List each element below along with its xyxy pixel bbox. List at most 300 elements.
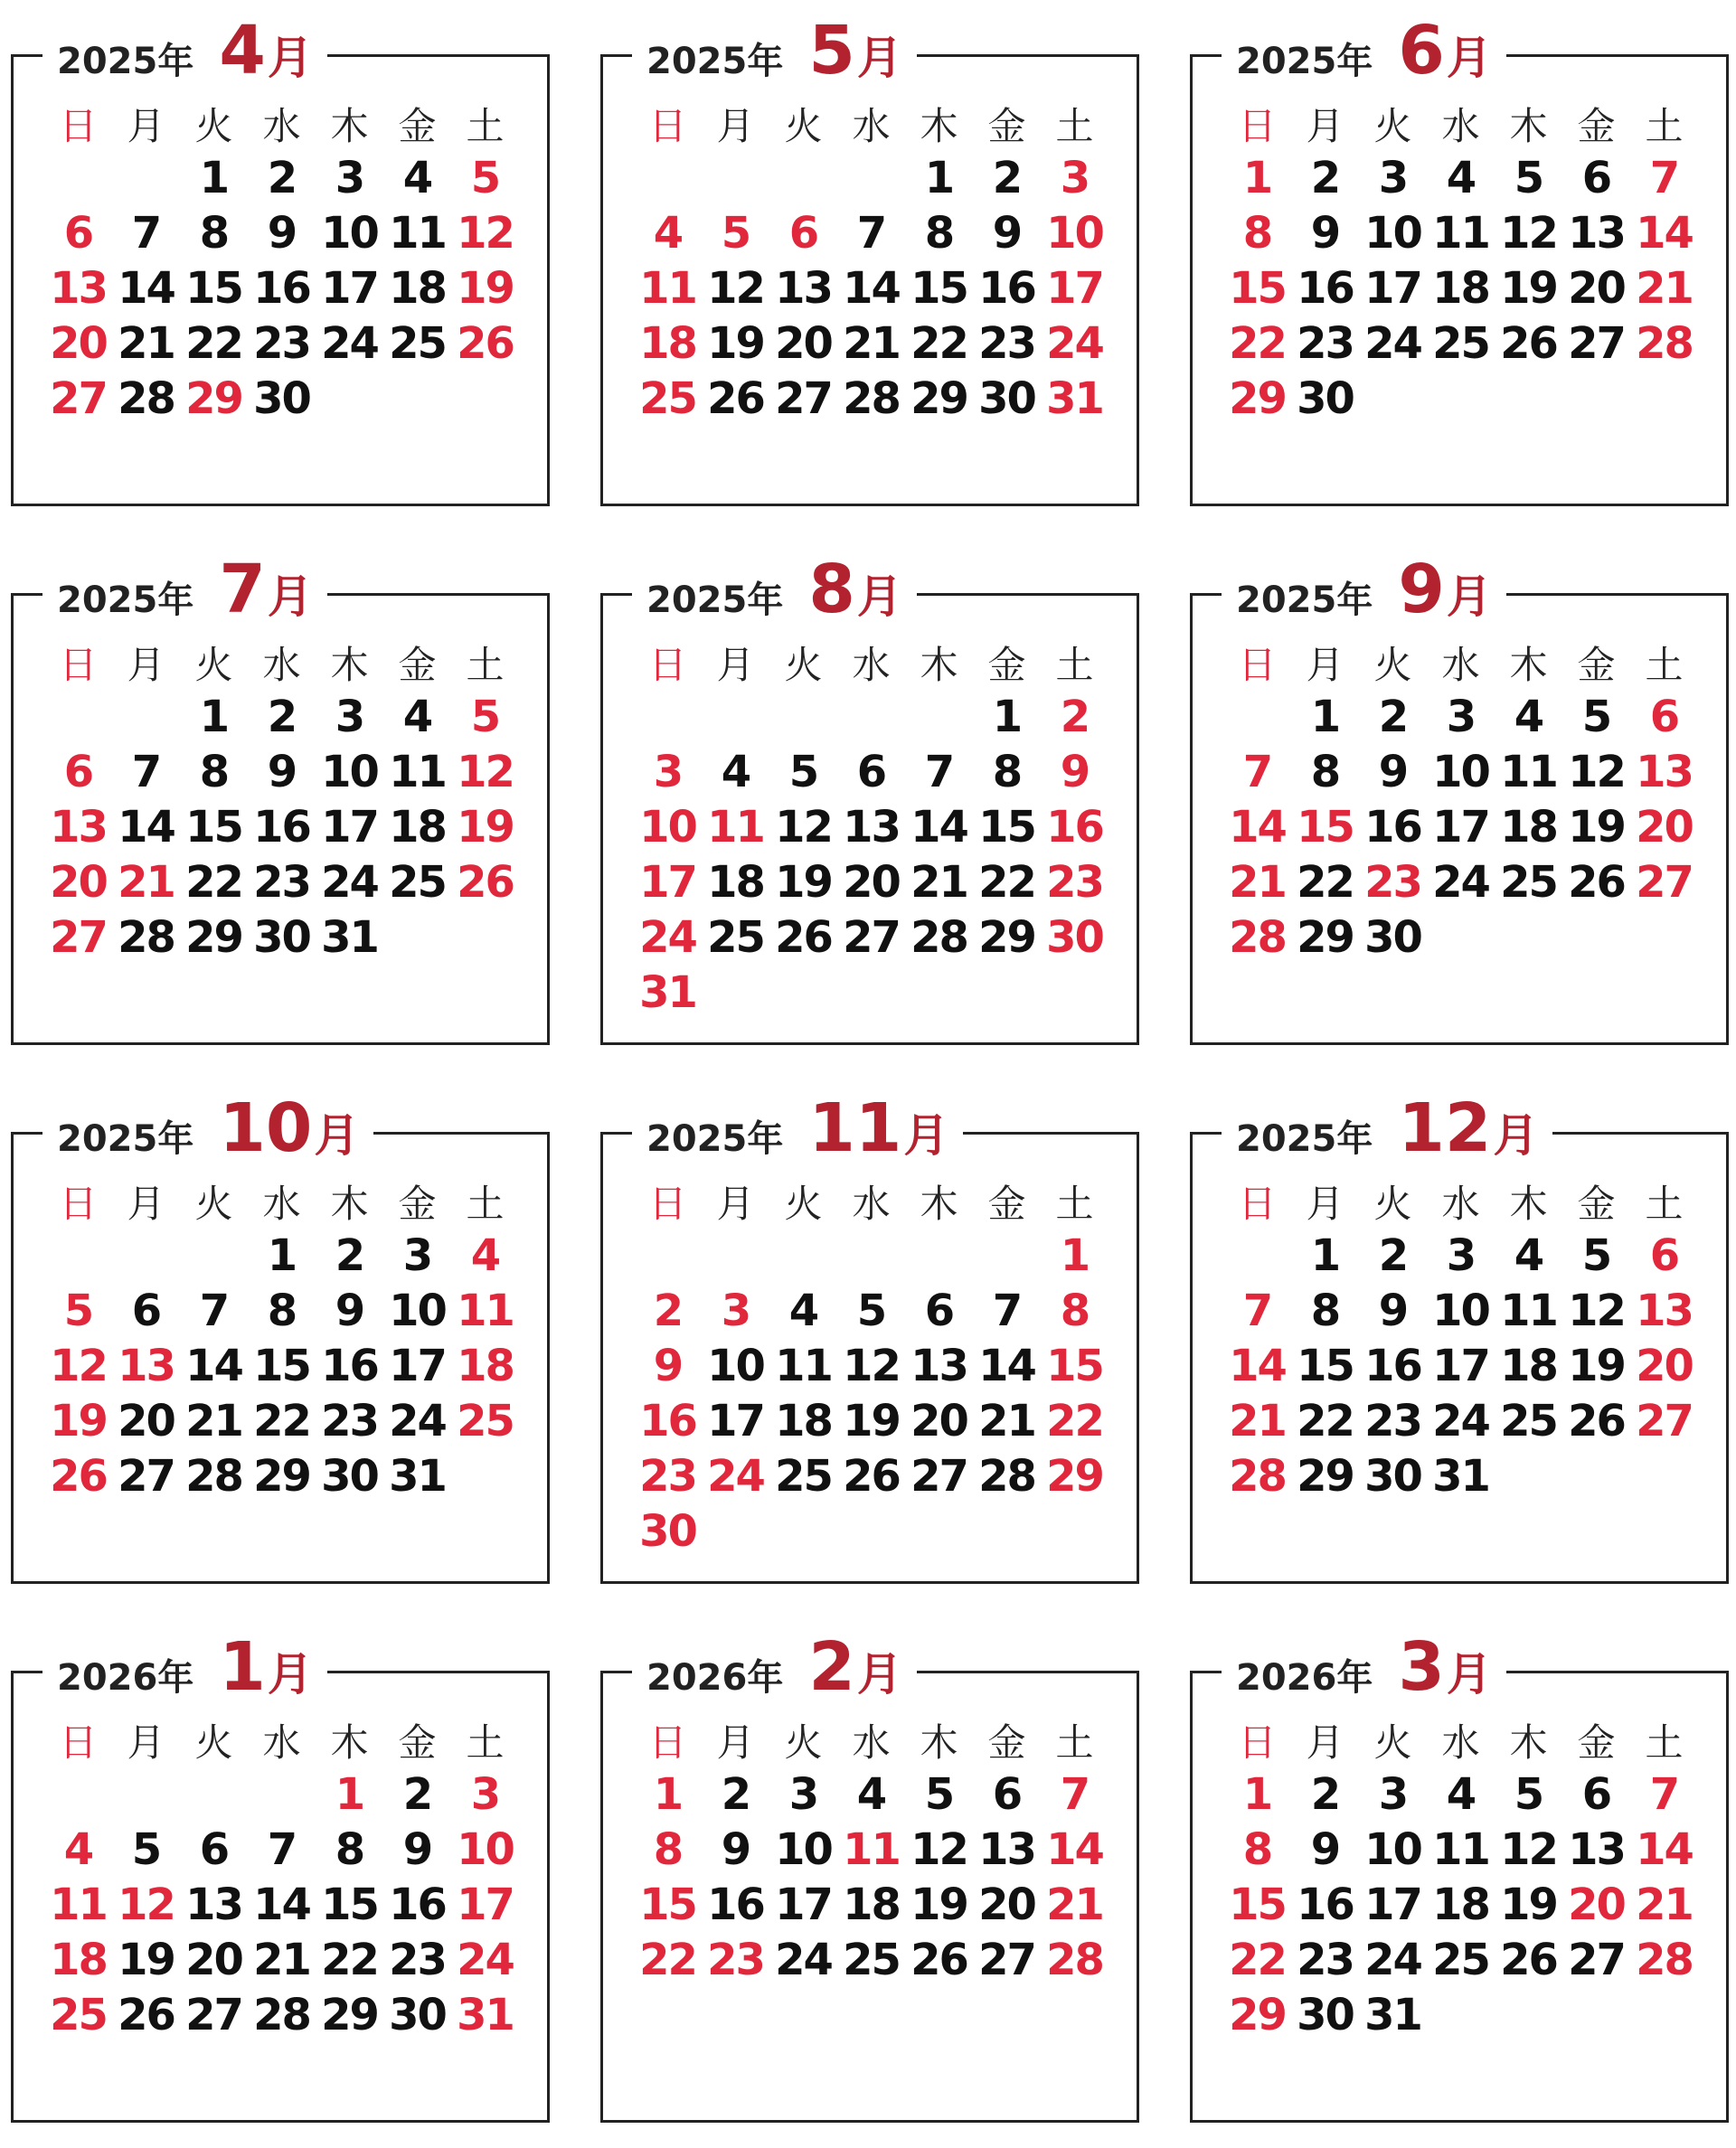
day-cell: 30 — [639, 1506, 696, 1557]
empty-cell — [44, 151, 112, 206]
day-cell: 22 — [639, 1935, 696, 1985]
day-cell: 30 — [1297, 1990, 1354, 2040]
day-cell: 23 — [253, 318, 310, 369]
year-label: 2025年 — [1236, 41, 1373, 82]
day-cell: 24 — [321, 857, 378, 908]
day-cell: 21 — [253, 1935, 310, 1985]
day-cell: 1 — [199, 692, 229, 742]
day-cell: 24 — [639, 912, 696, 963]
day-cell: 31 — [639, 967, 696, 1018]
day-cell: 19 — [910, 1880, 967, 1930]
day-cell: 3 — [335, 153, 364, 203]
day-cell: 11 — [50, 1880, 107, 1930]
empty-cell — [248, 1767, 316, 1823]
day-cell: 11 — [457, 1286, 514, 1336]
day-cell: 21 — [1046, 1880, 1103, 1930]
day-cell: 15 — [639, 1880, 696, 1930]
day-cell: 8 — [1060, 1286, 1090, 1336]
day-cell: 20 — [843, 857, 900, 908]
day-cell: 13 — [843, 802, 900, 853]
day-cell: 5 — [1581, 1230, 1611, 1281]
day-cell: 31 — [1364, 1990, 1421, 2040]
day-cell: 17 — [1364, 1880, 1421, 1930]
day-cell: 24 — [457, 1935, 514, 1985]
day-cell: 18 — [1500, 802, 1557, 853]
day-cell: 14 — [978, 1341, 1035, 1391]
day-cell: 24 — [707, 1451, 764, 1502]
weekday-header: 火 — [1373, 1720, 1412, 1765]
day-cell: 27 — [978, 1935, 1035, 1985]
day-cell: 28 — [978, 1451, 1035, 1502]
day-cell: 27 — [1636, 857, 1693, 908]
empty-cell — [837, 1229, 905, 1284]
day-cell: 1 — [1242, 153, 1272, 203]
day-cell: 14 — [1636, 1824, 1693, 1875]
month-header — [1222, 551, 1506, 628]
day-cell: 19 — [1568, 1341, 1625, 1391]
day-cell: 12 — [843, 1341, 900, 1391]
weekday-header: 土 — [1645, 1720, 1684, 1765]
weekday-header: 木 — [920, 643, 958, 687]
day-cell: 29 — [185, 373, 242, 424]
day-cell: 17 — [1364, 263, 1421, 314]
day-cell: 16 — [389, 1880, 446, 1930]
day-cell: 5 — [470, 692, 500, 742]
month-header — [632, 1089, 963, 1167]
day-cell: 30 — [253, 373, 310, 424]
day-cell: 25 — [1500, 857, 1557, 908]
day-cell: 22 — [910, 318, 967, 369]
weekday-header: 月 — [1306, 643, 1344, 687]
weekday-header: 日 — [648, 643, 687, 687]
weekday-header: 月 — [716, 1182, 755, 1226]
empty-cell — [769, 690, 837, 745]
day-cell: 17 — [1046, 263, 1103, 314]
day-cell: 6 — [63, 208, 93, 259]
day-cell: 21 — [978, 1396, 1035, 1446]
day-cell: 4 — [1446, 1769, 1476, 1820]
empty-cell — [973, 1229, 1041, 1284]
weekday-header: 日 — [648, 1182, 687, 1226]
day-cell: 16 — [707, 1880, 764, 1930]
day-cell: 6 — [63, 747, 93, 797]
year-label: 2026年 — [1236, 1657, 1373, 1699]
day-cell: 12 — [1500, 1824, 1557, 1875]
month-number: 11 — [808, 1089, 902, 1167]
day-cell: 16 — [321, 1341, 378, 1391]
day-cell: 17 — [707, 1396, 764, 1446]
day-cell: 2 — [1378, 1230, 1408, 1281]
day-cell: 16 — [978, 263, 1035, 314]
day-cell: 26 — [457, 318, 514, 369]
day-cell: 16 — [1364, 802, 1421, 853]
day-cell: 27 — [185, 1990, 242, 2040]
day-cell: 7 — [131, 747, 161, 797]
day-cell: 19 — [50, 1396, 107, 1446]
day-cell: 17 — [1432, 802, 1489, 853]
day-cell: 11 — [1500, 747, 1557, 797]
day-cell: 2 — [653, 1286, 683, 1336]
day-cell: 23 — [389, 1935, 446, 1985]
month-header — [632, 1628, 917, 1706]
weekday-header: 火 — [784, 1182, 823, 1226]
day-cell: 13 — [118, 1341, 175, 1391]
day-cell: 13 — [1636, 747, 1693, 797]
empty-cell — [634, 690, 702, 745]
month-block — [600, 1628, 1139, 2123]
weekday-header: 月 — [127, 104, 165, 148]
day-cell: 3 — [402, 1230, 432, 1281]
day-cell: 11 — [1432, 1824, 1489, 1875]
month-number: 6 — [1398, 12, 1445, 90]
day-cell: 26 — [775, 912, 832, 963]
month-block — [600, 12, 1139, 506]
day-cell: 18 — [1432, 263, 1489, 314]
day-cell: 13 — [775, 263, 832, 314]
year-label: 2025年 — [646, 1118, 784, 1160]
weekday-header: 日 — [59, 643, 98, 687]
day-cell: 15 — [1229, 1880, 1286, 1930]
day-cell: 29 — [978, 912, 1035, 963]
weekday-header: 土 — [466, 1720, 505, 1765]
day-cell: 29 — [910, 373, 967, 424]
day-cell: 23 — [1046, 857, 1103, 908]
month-suffix: 月 — [267, 1648, 313, 1700]
day-grid — [1223, 97, 1698, 427]
day-cell: 14 — [185, 1341, 242, 1391]
weekday-header: 土 — [1055, 1720, 1094, 1765]
day-cell: 6 — [1649, 1230, 1679, 1281]
day-cell: 7 — [1649, 1769, 1679, 1820]
weekday-header: 月 — [127, 1182, 165, 1226]
day-cell: 30 — [1364, 912, 1421, 963]
day-cell: 10 — [707, 1341, 764, 1391]
weekday-header: 木 — [920, 1720, 958, 1765]
day-cell: 4 — [856, 1769, 886, 1820]
day-cell: 30 — [1297, 373, 1354, 424]
day-grid — [1223, 1174, 1698, 1504]
day-cell: 25 — [1432, 1935, 1489, 1985]
day-cell: 24 — [389, 1396, 446, 1446]
day-cell: 22 — [1229, 318, 1286, 369]
weekday-header: 水 — [1441, 643, 1480, 687]
weekday-header: 月 — [1306, 1182, 1344, 1226]
day-cell: 28 — [253, 1990, 310, 2040]
day-cell: 17 — [389, 1341, 446, 1391]
day-cell: 2 — [1310, 153, 1340, 203]
empty-cell — [634, 151, 702, 206]
day-cell: 17 — [457, 1880, 514, 1930]
day-cell: 21 — [185, 1396, 242, 1446]
empty-cell — [1223, 690, 1291, 745]
weekday-header: 木 — [920, 104, 958, 148]
weekday-header: 金 — [987, 104, 1026, 148]
day-cell: 26 — [1568, 1396, 1625, 1446]
day-cell: 25 — [457, 1396, 514, 1446]
day-cell: 28 — [1636, 318, 1693, 369]
month-suffix: 月 — [267, 570, 313, 623]
day-cell: 27 — [843, 912, 900, 963]
day-cell: 25 — [843, 1935, 900, 1985]
day-cell: 8 — [653, 1824, 683, 1875]
day-cell: 30 — [1046, 912, 1103, 963]
day-cell: 3 — [1446, 692, 1476, 742]
day-cell: 3 — [1378, 1769, 1408, 1820]
day-cell: 15 — [185, 802, 242, 853]
month-header — [632, 551, 917, 628]
weekday-header: 金 — [987, 643, 1026, 687]
month-block — [11, 1089, 550, 1584]
day-cell: 5 — [1514, 153, 1543, 203]
day-cell: 18 — [707, 857, 764, 908]
day-cell: 22 — [253, 1396, 310, 1446]
day-cell: 22 — [321, 1935, 378, 1985]
weekday-header: 月 — [127, 643, 165, 687]
day-cell: 8 — [335, 1824, 364, 1875]
day-cell: 18 — [457, 1341, 514, 1391]
weekday-header: 月 — [1306, 1720, 1344, 1765]
day-cell: 9 — [267, 747, 297, 797]
day-cell: 22 — [978, 857, 1035, 908]
month-suffix: 月 — [1446, 570, 1492, 623]
weekday-header: 火 — [784, 643, 823, 687]
weekday-header: 水 — [262, 1182, 301, 1226]
day-cell: 19 — [707, 318, 764, 369]
day-cell: 6 — [1581, 1769, 1611, 1820]
day-cell: 20 — [50, 857, 107, 908]
day-cell: 10 — [321, 208, 378, 259]
day-cell: 21 — [1636, 1880, 1693, 1930]
weekday-header: 金 — [987, 1182, 1026, 1226]
day-cell: 19 — [1500, 1880, 1557, 1930]
day-cell: 30 — [978, 373, 1035, 424]
day-cell: 18 — [639, 318, 696, 369]
day-grid — [634, 1713, 1109, 1988]
day-cell: 11 — [639, 263, 696, 314]
day-grid — [634, 97, 1109, 427]
day-cell: 16 — [639, 1396, 696, 1446]
day-cell: 11 — [707, 802, 764, 853]
day-cell: 14 — [118, 263, 175, 314]
month-header — [1222, 1628, 1506, 1706]
weekday-header: 水 — [852, 1720, 891, 1765]
day-cell: 26 — [843, 1451, 900, 1502]
day-cell: 10 — [775, 1824, 832, 1875]
day-cell: 31 — [389, 1451, 446, 1502]
weekday-header: 金 — [1577, 104, 1616, 148]
day-cell: 1 — [335, 1769, 364, 1820]
month-suffix: 月 — [856, 1648, 902, 1700]
day-cell: 15 — [1297, 1341, 1354, 1391]
day-cell: 9 — [721, 1824, 750, 1875]
weekday-header: 火 — [784, 1720, 823, 1765]
day-cell: 27 — [50, 373, 107, 424]
weekday-header: 月 — [716, 104, 755, 148]
month-suffix: 月 — [856, 32, 902, 84]
day-cell: 3 — [1378, 153, 1408, 203]
weekday-header: 木 — [1509, 104, 1548, 148]
day-cell: 16 — [1297, 1880, 1354, 1930]
day-cell: 4 — [402, 153, 432, 203]
day-cell: 8 — [199, 208, 229, 259]
day-cell: 18 — [1500, 1341, 1557, 1391]
day-cell: 14 — [1229, 802, 1286, 853]
weekday-header: 金 — [398, 1182, 437, 1226]
day-cell: 13 — [1636, 1286, 1693, 1336]
day-cell: 28 — [185, 1451, 242, 1502]
weekday-header: 水 — [852, 104, 891, 148]
day-cell: 5 — [1514, 1769, 1543, 1820]
day-cell: 21 — [1229, 1396, 1286, 1446]
day-cell: 12 — [775, 802, 832, 853]
day-cell: 20 — [1568, 263, 1625, 314]
month-number: 4 — [219, 12, 266, 90]
day-cell: 19 — [775, 857, 832, 908]
day-cell: 22 — [1229, 1935, 1286, 1985]
day-cell: 20 — [910, 1396, 967, 1446]
day-cell: 30 — [1364, 1451, 1421, 1502]
day-cell: 10 — [639, 802, 696, 853]
day-cell: 23 — [707, 1935, 764, 1985]
empty-cell — [634, 1229, 702, 1284]
weekday-header: 火 — [194, 1182, 233, 1226]
day-cell: 24 — [1432, 857, 1489, 908]
day-cell: 26 — [1568, 857, 1625, 908]
month-block — [11, 551, 550, 1045]
day-cell: 30 — [321, 1451, 378, 1502]
weekday-header: 木 — [330, 104, 369, 148]
day-cell: 29 — [1046, 1451, 1103, 1502]
day-cell: 9 — [1310, 1824, 1340, 1875]
day-cell: 6 — [1649, 692, 1679, 742]
day-cell: 19 — [118, 1935, 175, 1985]
day-cell: 1 — [1310, 1230, 1340, 1281]
weekday-header: 水 — [852, 643, 891, 687]
day-cell: 9 — [992, 208, 1022, 259]
empty-cell — [905, 690, 973, 745]
day-cell: 27 — [50, 912, 107, 963]
day-cell: 11 — [1500, 1286, 1557, 1336]
day-cell: 11 — [775, 1341, 832, 1391]
day-cell: 24 — [1046, 318, 1103, 369]
day-cell: 1 — [1310, 692, 1340, 742]
day-cell: 6 — [788, 208, 818, 259]
day-cell: 18 — [843, 1880, 900, 1930]
month-block — [600, 1089, 1139, 1584]
day-cell: 6 — [199, 1824, 229, 1875]
day-cell: 8 — [1242, 208, 1272, 259]
day-cell: 23 — [978, 318, 1035, 369]
day-cell: 3 — [1060, 153, 1090, 203]
weekday-header: 水 — [1441, 104, 1480, 148]
day-cell: 1 — [1060, 1230, 1090, 1281]
weekday-header: 土 — [466, 104, 505, 148]
weekday-header: 金 — [1577, 1182, 1616, 1226]
day-cell: 11 — [1432, 208, 1489, 259]
day-cell: 1 — [653, 1769, 683, 1820]
day-cell: 23 — [639, 1451, 696, 1502]
day-cell: 7 — [131, 208, 161, 259]
day-cell: 15 — [185, 263, 242, 314]
day-cell: 3 — [470, 1769, 500, 1820]
day-cell: 18 — [50, 1935, 107, 1985]
day-cell: 25 — [50, 1990, 107, 2040]
day-cell: 17 — [1432, 1341, 1489, 1391]
day-cell: 6 — [1581, 153, 1611, 203]
month-block — [1190, 1628, 1729, 2123]
month-block — [11, 12, 550, 506]
day-cell: 9 — [267, 208, 297, 259]
weekday-header: 木 — [1509, 1182, 1548, 1226]
day-cell: 26 — [118, 1990, 175, 2040]
day-cell: 31 — [321, 912, 378, 963]
weekday-header: 水 — [262, 1720, 301, 1765]
day-cell: 15 — [321, 1880, 378, 1930]
day-cell: 2 — [267, 692, 297, 742]
day-cell: 10 — [457, 1824, 514, 1875]
month-block — [1190, 1089, 1729, 1584]
day-cell: 21 — [843, 318, 900, 369]
empty-cell — [837, 690, 905, 745]
weekday-header: 木 — [1509, 1720, 1548, 1765]
day-cell: 28 — [1229, 912, 1286, 963]
day-cell: 20 — [978, 1880, 1035, 1930]
day-cell: 27 — [775, 373, 832, 424]
day-cell: 26 — [1500, 1935, 1557, 1985]
day-cell: 18 — [1432, 1880, 1489, 1930]
day-cell: 24 — [775, 1935, 832, 1985]
day-cell: 20 — [775, 318, 832, 369]
weekday-header: 月 — [127, 1720, 165, 1765]
month-header — [1222, 12, 1506, 90]
weekday-header: 月 — [716, 1720, 755, 1765]
day-cell: 23 — [321, 1396, 378, 1446]
day-cell: 13 — [1568, 1824, 1625, 1875]
day-grid — [1223, 1713, 1698, 2043]
day-cell: 27 — [118, 1451, 175, 1502]
day-cell: 22 — [1297, 857, 1354, 908]
day-cell: 11 — [389, 208, 446, 259]
month-header — [1222, 1089, 1552, 1167]
weekday-header: 火 — [194, 1720, 233, 1765]
day-cell: 3 — [788, 1769, 818, 1820]
day-cell: 12 — [910, 1824, 967, 1875]
day-grid — [44, 636, 519, 966]
day-cell: 12 — [1568, 747, 1625, 797]
day-cell: 16 — [253, 802, 310, 853]
day-cell: 10 — [1046, 208, 1103, 259]
month-number: 10 — [219, 1089, 313, 1167]
empty-cell — [702, 690, 769, 745]
day-cell: 7 — [199, 1286, 229, 1336]
day-cell: 4 — [470, 1230, 500, 1281]
day-cell: 1 — [199, 153, 229, 203]
empty-cell — [44, 1229, 112, 1284]
day-cell: 29 — [1229, 373, 1286, 424]
day-cell: 6 — [856, 747, 886, 797]
day-cell: 10 — [1432, 1286, 1489, 1336]
day-cell: 21 — [118, 857, 175, 908]
weekday-header: 土 — [1055, 104, 1094, 148]
day-cell: 27 — [1636, 1396, 1693, 1446]
day-cell: 19 — [843, 1396, 900, 1446]
day-cell: 1 — [267, 1230, 297, 1281]
weekday-header: 木 — [330, 1182, 369, 1226]
day-cell: 13 — [978, 1824, 1035, 1875]
day-cell: 10 — [321, 747, 378, 797]
day-cell: 9 — [653, 1341, 683, 1391]
day-cell: 9 — [402, 1824, 432, 1875]
